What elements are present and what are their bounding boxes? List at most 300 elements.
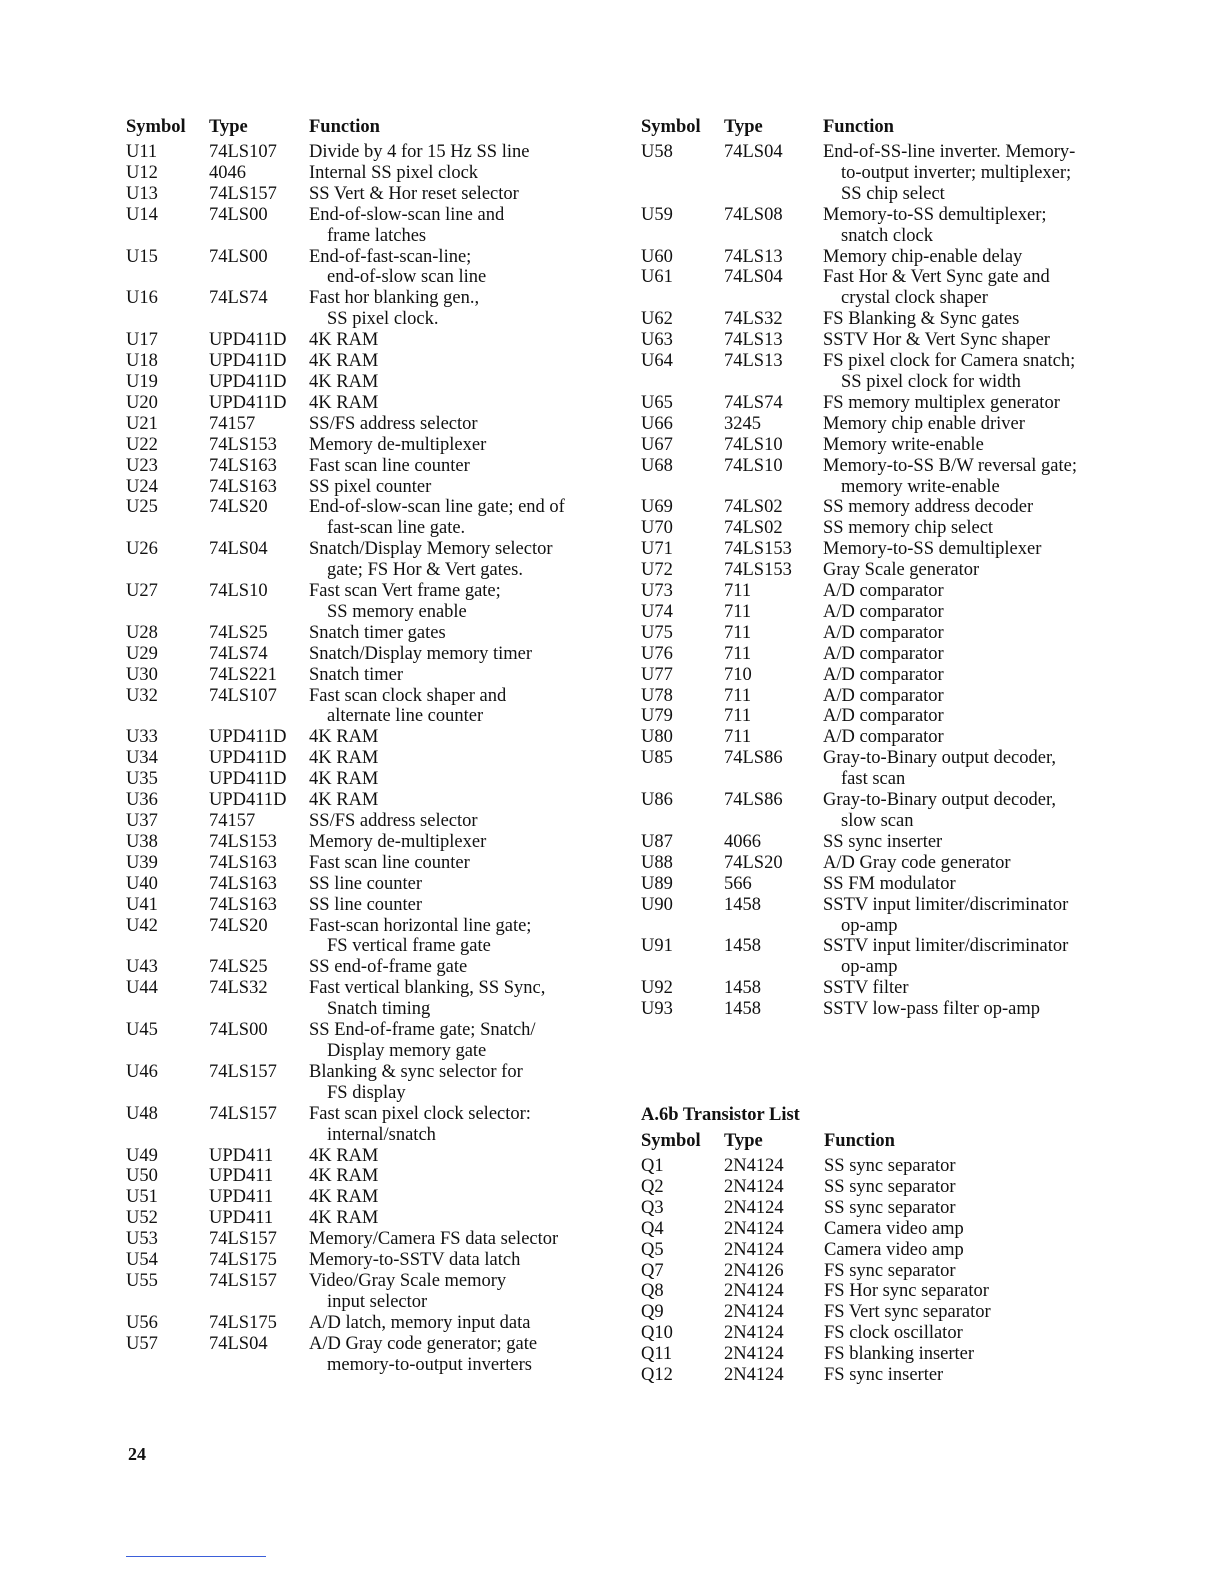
function-line: SS End-of-frame gate; Snatch/ <box>309 1020 536 1041</box>
table-row <box>126 874 565 895</box>
cell-function <box>309 1146 565 1167</box>
cell-type: 74LS175 <box>209 1312 277 1333</box>
cell-function <box>823 686 1077 707</box>
footer-rule <box>126 1556 266 1557</box>
cell-symbol: U46 <box>126 1061 158 1082</box>
cell-type: 1458 <box>724 894 761 915</box>
cell-symbol: Q8 <box>641 1281 664 1302</box>
table-row <box>641 727 1077 748</box>
table-row <box>126 497 565 539</box>
table-row <box>641 790 1077 832</box>
function-line: Memory de-multiplexer <box>309 434 487 455</box>
function-line: FS Hor sync separator <box>824 1281 989 1302</box>
cell-symbol: U43 <box>126 957 158 978</box>
cell-symbol: U64 <box>641 351 673 372</box>
table-row <box>641 205 1077 247</box>
cell-function <box>823 706 1077 727</box>
cell-function <box>309 727 565 748</box>
cell-symbol: U33 <box>126 727 158 748</box>
function-line: SS sync separator <box>824 1197 956 1218</box>
function-line: SSTV Hor & Vert Sync shaper <box>823 330 1050 351</box>
cell-type: 711 <box>724 581 752 602</box>
cell-symbol: U36 <box>126 790 158 811</box>
table-row <box>641 999 1077 1020</box>
cell-function <box>823 205 1077 247</box>
cell-symbol: U40 <box>126 873 158 894</box>
function-line: FS pixel clock for Camera snatch; <box>823 351 1076 372</box>
cell-type: 1458 <box>724 999 761 1020</box>
cell-function <box>823 435 1077 456</box>
function-line: SS memory chip select <box>823 518 994 539</box>
function-line: 4K RAM <box>309 769 379 790</box>
cell-symbol: U73 <box>641 581 673 602</box>
cell-type: 74LS86 <box>724 790 783 811</box>
cell-type: UPD411D <box>209 392 287 413</box>
cell-symbol: U17 <box>126 330 158 351</box>
cell-symbol: U30 <box>126 664 158 685</box>
cell-function <box>823 518 1077 539</box>
function-line: SS Vert & Hor reset selector <box>309 183 519 204</box>
cell-function <box>309 330 565 351</box>
function-line: FS sync separator <box>824 1260 956 1281</box>
table-row <box>126 1208 565 1229</box>
function-line: A/D comparator <box>823 622 944 643</box>
table-row <box>126 435 565 456</box>
table-row <box>641 267 1077 309</box>
cell-type: 74LS153 <box>724 539 792 560</box>
cell-type: 74LS157 <box>209 1229 277 1250</box>
function-line: memory-to-output inverters <box>327 1354 532 1375</box>
function-line: Memory-to-SSTV data latch <box>309 1250 521 1271</box>
cell-function <box>823 665 1077 686</box>
cell-function <box>823 539 1077 560</box>
cell-type: 74157 <box>209 413 256 434</box>
table-row <box>641 936 1077 978</box>
cell-function <box>823 790 1077 832</box>
cell-type: UPD411 <box>209 1166 274 1187</box>
cell-type: 74LS25 <box>209 957 268 978</box>
cell-type: 74LS13 <box>724 330 783 351</box>
cell-symbol: U14 <box>126 204 158 225</box>
cell-function <box>823 267 1077 309</box>
function-line: Memory-to-SS demultiplexer; <box>823 204 1047 225</box>
cell-function <box>309 288 565 330</box>
function-line: 4K RAM <box>309 727 379 748</box>
header-type: Type <box>209 117 248 137</box>
cell-type: 74LS107 <box>209 685 277 706</box>
cell-function <box>823 247 1077 268</box>
cell-function <box>309 456 565 477</box>
function-line: memory write-enable <box>841 476 1000 497</box>
function-line: SS line counter <box>309 873 423 894</box>
function-line: Snatch/Display memory timer <box>309 643 532 664</box>
cell-symbol: U93 <box>641 999 673 1020</box>
cell-symbol: U52 <box>126 1208 158 1229</box>
cell-symbol: U19 <box>126 371 158 392</box>
cell-function <box>309 435 565 456</box>
function-line: Gray Scale generator <box>823 560 980 581</box>
table-row <box>126 456 565 477</box>
cell-type: UPD411D <box>209 371 287 392</box>
cell-symbol: Q11 <box>641 1344 673 1365</box>
function-line: FS blanking inserter <box>824 1344 975 1365</box>
cell-symbol: U74 <box>641 601 673 622</box>
cell-type: 1458 <box>724 936 761 957</box>
function-line: A/D comparator <box>823 727 944 748</box>
cell-type: 74LS04 <box>209 539 268 560</box>
table-row <box>126 414 565 435</box>
cell-symbol: U66 <box>641 413 673 434</box>
header-function: Function <box>824 1131 895 1151</box>
table-row <box>126 727 565 748</box>
function-line: Gray-to-Binary output decoder, <box>823 790 1057 811</box>
cell-type: 74LS221 <box>209 664 277 685</box>
cell-function <box>309 1250 565 1271</box>
function-line: snatch clock <box>841 225 933 246</box>
function-line: 4K RAM <box>309 1145 379 1166</box>
cell-function <box>309 372 565 393</box>
cell-symbol: U69 <box>641 497 673 518</box>
function-line: fast-scan line gate. <box>327 518 466 539</box>
cell-symbol: U28 <box>126 622 158 643</box>
function-line: Snatch timer gates <box>309 622 446 643</box>
function-line: SS memory address decoder <box>823 497 1034 518</box>
cell-symbol: U15 <box>126 246 158 267</box>
ic-table-left <box>126 116 565 1375</box>
cell-type: 74LS00 <box>209 1020 268 1041</box>
cell-type: 74LS10 <box>724 455 783 476</box>
cell-function <box>823 142 1077 205</box>
function-line: 4K RAM <box>309 351 379 372</box>
function-line: SS pixel clock for width <box>841 371 1021 392</box>
function-line: end-of-slow scan line <box>327 267 487 288</box>
cell-function <box>824 1240 991 1261</box>
cell-function <box>309 686 565 728</box>
cell-function <box>309 205 565 247</box>
ic-list-left-column <box>126 116 606 1375</box>
table-row <box>126 351 565 372</box>
function-line: SS chip select <box>841 183 945 204</box>
cell-type: 74LS04 <box>724 142 783 162</box>
cell-function <box>309 916 565 958</box>
cell-function <box>824 1344 991 1365</box>
ic-table-right <box>641 116 1077 1020</box>
table-header-row <box>126 116 565 142</box>
function-line: Snatch/Display Memory selector <box>309 539 553 560</box>
cell-function <box>823 748 1077 790</box>
cell-type: 2N4124 <box>724 1365 784 1386</box>
table-row <box>641 602 1077 623</box>
cell-function <box>823 832 1077 853</box>
cell-symbol: U79 <box>641 706 673 727</box>
cell-symbol: U89 <box>641 873 673 894</box>
cell-type: 74LS163 <box>209 852 277 873</box>
cell-symbol: U62 <box>641 309 673 330</box>
cell-type: UPD411D <box>209 330 287 351</box>
function-line: FS Vert sync separator <box>824 1302 991 1323</box>
function-line: to-output inverter; multiplexer; <box>841 162 1072 183</box>
cell-symbol: U32 <box>126 685 158 706</box>
cell-symbol: Q3 <box>641 1197 664 1218</box>
header-type: Type <box>724 117 763 137</box>
cell-symbol: U44 <box>126 978 158 999</box>
cell-symbol: U13 <box>126 183 158 204</box>
cell-function <box>309 665 565 686</box>
table-row <box>126 1250 565 1271</box>
cell-type: 4066 <box>724 831 761 852</box>
cell-type: 711 <box>724 727 752 748</box>
cell-symbol: U48 <box>126 1103 158 1124</box>
function-line: Internal SS pixel clock <box>309 162 479 183</box>
function-line: SSTV input limiter/discriminator <box>823 894 1069 915</box>
cell-function <box>823 727 1077 748</box>
cell-type: UPD411D <box>209 727 287 748</box>
cell-function <box>823 581 1077 602</box>
function-line: SS pixel counter <box>309 476 432 497</box>
cell-type: 2N4124 <box>724 1344 784 1365</box>
table-row <box>126 978 565 1020</box>
function-line: Gray-to-Binary output decoder, <box>823 748 1057 769</box>
function-line: Memory-to-SS demultiplexer <box>823 539 1042 560</box>
function-line: SS sync separator <box>824 1156 956 1176</box>
table-row <box>641 978 1077 999</box>
function-line: alternate line counter <box>327 706 484 727</box>
table-row <box>641 1219 991 1240</box>
function-line: A/D comparator <box>823 685 944 706</box>
table-row <box>641 748 1077 790</box>
function-line: End-of-slow-scan line gate; end of <box>309 497 565 518</box>
cell-type: UPD411D <box>209 790 287 811</box>
cell-function <box>309 539 565 581</box>
function-line: FS display <box>327 1082 406 1103</box>
cell-type: 74LS157 <box>209 1061 277 1082</box>
cell-function <box>823 602 1077 623</box>
table-row <box>641 1177 991 1198</box>
table-row <box>126 1146 565 1167</box>
function-line: 4K RAM <box>309 1166 379 1187</box>
table-row <box>126 393 565 414</box>
cell-type: 74LS163 <box>209 894 277 915</box>
table-row <box>126 769 565 790</box>
cell-function <box>309 163 565 184</box>
ic-table-left-body <box>126 142 565 1375</box>
table-row <box>126 288 565 330</box>
cell-function <box>309 1334 565 1376</box>
function-line: Fast scan clock shaper and <box>309 685 507 706</box>
cell-symbol: U12 <box>126 162 158 183</box>
cell-function <box>309 393 565 414</box>
cell-symbol: U78 <box>641 685 673 706</box>
cell-type: UPD411 <box>209 1145 274 1166</box>
function-line: Memory write-enable <box>823 434 984 455</box>
function-line: Divide by 4 for 15 Hz SS line <box>309 142 530 162</box>
table-row <box>641 1156 991 1177</box>
cell-function <box>309 769 565 790</box>
function-line: SS line counter <box>309 894 423 915</box>
cell-type: 74LS163 <box>209 455 277 476</box>
function-line: A/D comparator <box>823 601 944 622</box>
cell-type: 74LS13 <box>724 351 783 372</box>
table-row <box>641 874 1077 895</box>
cell-type: 1458 <box>724 978 761 999</box>
cell-symbol: U71 <box>641 539 673 560</box>
table-row <box>126 1166 565 1187</box>
cell-type: 74LS157 <box>209 183 277 204</box>
function-line: SSTV input limiter/discriminator <box>823 936 1069 957</box>
function-line: SS/FS address selector <box>309 811 478 831</box>
cell-function <box>309 811 565 832</box>
ic-table-right-body <box>641 142 1077 1020</box>
cell-symbol: U57 <box>126 1333 158 1354</box>
cell-function <box>309 748 565 769</box>
table-row <box>641 1323 991 1344</box>
cell-function <box>309 1187 565 1208</box>
function-line: fast scan <box>841 769 906 790</box>
table-row <box>641 456 1077 498</box>
cell-symbol: U72 <box>641 560 673 581</box>
cell-type: 2N4124 <box>724 1281 784 1302</box>
table-row <box>126 1062 565 1104</box>
cell-symbol: U49 <box>126 1145 158 1166</box>
cell-type: 74LS04 <box>209 1333 268 1354</box>
table-row <box>126 790 565 811</box>
table-row <box>641 435 1077 456</box>
table-row <box>126 477 565 498</box>
function-line: SS sync inserter <box>823 831 943 852</box>
cell-function <box>823 895 1077 937</box>
cell-type: 74LS10 <box>209 581 268 602</box>
cell-type: 74LS163 <box>209 873 277 894</box>
table-row <box>126 1313 565 1334</box>
cell-symbol: U77 <box>641 664 673 685</box>
cell-symbol: U60 <box>641 246 673 267</box>
table-row <box>126 623 565 644</box>
cell-function <box>823 414 1077 435</box>
cell-function <box>309 874 565 895</box>
cell-symbol: U85 <box>641 748 673 769</box>
cell-type: UPD411D <box>209 748 287 769</box>
cell-function <box>823 853 1077 874</box>
cell-type: 74LS02 <box>724 518 783 539</box>
cell-function <box>309 142 565 163</box>
cell-function <box>309 1166 565 1187</box>
cell-symbol: U68 <box>641 455 673 476</box>
cell-symbol: U70 <box>641 518 673 539</box>
function-line: op-amp <box>841 915 898 936</box>
cell-function <box>823 497 1077 518</box>
table-row <box>126 1229 565 1250</box>
function-line: Snatch timing <box>327 999 431 1020</box>
function-line: A/D latch, memory input data <box>309 1312 531 1333</box>
cell-symbol: Q9 <box>641 1302 664 1323</box>
table-row <box>126 665 565 686</box>
cell-function <box>309 1313 565 1334</box>
table-row <box>641 686 1077 707</box>
cell-symbol: Q10 <box>641 1323 673 1344</box>
cell-symbol: U41 <box>126 894 158 915</box>
table-row <box>641 1240 991 1261</box>
cell-symbol: Q7 <box>641 1260 664 1281</box>
cell-type: 74LS20 <box>724 852 783 873</box>
table-row <box>641 414 1077 435</box>
cell-function <box>309 351 565 372</box>
table-row <box>126 1104 565 1146</box>
function-line: A/D comparator <box>823 706 944 727</box>
cell-symbol: U54 <box>126 1250 158 1271</box>
cell-type: 711 <box>724 622 752 643</box>
table-header-row <box>641 116 1077 142</box>
function-line: Fast scan line counter <box>309 455 470 476</box>
cell-symbol: U91 <box>641 936 673 957</box>
table-row <box>641 560 1077 581</box>
table-row <box>126 686 565 728</box>
table-row <box>641 539 1077 560</box>
cell-function <box>824 1198 991 1219</box>
cell-symbol: U22 <box>126 434 158 455</box>
cell-function <box>309 1062 565 1104</box>
cell-symbol: U80 <box>641 727 673 748</box>
table-row <box>641 644 1077 665</box>
table-row <box>126 1334 565 1376</box>
cell-function <box>823 560 1077 581</box>
table-row <box>641 247 1077 268</box>
cell-type: 2N4124 <box>724 1239 784 1260</box>
cell-type: UPD411D <box>209 769 287 790</box>
function-line: SS end-of-frame gate <box>309 957 468 978</box>
function-line: A/D Gray code generator; gate <box>309 1333 538 1354</box>
function-line: SS/FS address selector <box>309 413 478 434</box>
cell-type: 74LS157 <box>209 1103 277 1124</box>
function-line: Snatch timer <box>309 664 404 685</box>
cell-type: 74LS157 <box>209 1270 277 1291</box>
cell-function <box>823 351 1077 393</box>
cell-symbol: U51 <box>126 1187 158 1208</box>
function-line: Memory/Camera FS data selector <box>309 1229 559 1250</box>
cell-type: 74LS20 <box>209 915 268 936</box>
cell-type: 74LS20 <box>209 497 268 518</box>
function-line: Blanking & sync selector for <box>309 1061 523 1082</box>
cell-function <box>309 414 565 435</box>
table-row <box>126 1020 565 1062</box>
cell-symbol: U90 <box>641 894 673 915</box>
table-row <box>641 142 1077 205</box>
cell-symbol: Q12 <box>641 1365 673 1386</box>
function-line: SS memory enable <box>327 601 467 622</box>
header-function: Function <box>823 117 894 137</box>
cell-symbol: U35 <box>126 769 158 790</box>
cell-function <box>309 644 565 665</box>
table-row <box>641 1302 991 1323</box>
cell-type: 2N4124 <box>724 1323 784 1344</box>
function-line: SS pixel clock. <box>327 309 439 330</box>
function-line: slow scan <box>841 811 914 831</box>
cell-symbol: U92 <box>641 978 673 999</box>
table-row <box>126 330 565 351</box>
function-line: Camera video amp <box>824 1218 964 1239</box>
cell-type: 74LS00 <box>209 204 268 225</box>
function-line: Video/Gray Scale memory <box>309 1270 507 1291</box>
cell-function <box>309 853 565 874</box>
table-row <box>126 247 565 289</box>
function-line: FS memory multiplex generator <box>823 392 1060 413</box>
table-row <box>126 644 565 665</box>
cell-function <box>309 832 565 853</box>
function-line: FS sync inserter <box>824 1365 944 1386</box>
cell-type: 74157 <box>209 811 256 831</box>
function-line: 4K RAM <box>309 790 379 811</box>
function-line: Fast-scan horizontal line gate; <box>309 915 532 936</box>
header-symbol: Symbol <box>126 117 186 137</box>
